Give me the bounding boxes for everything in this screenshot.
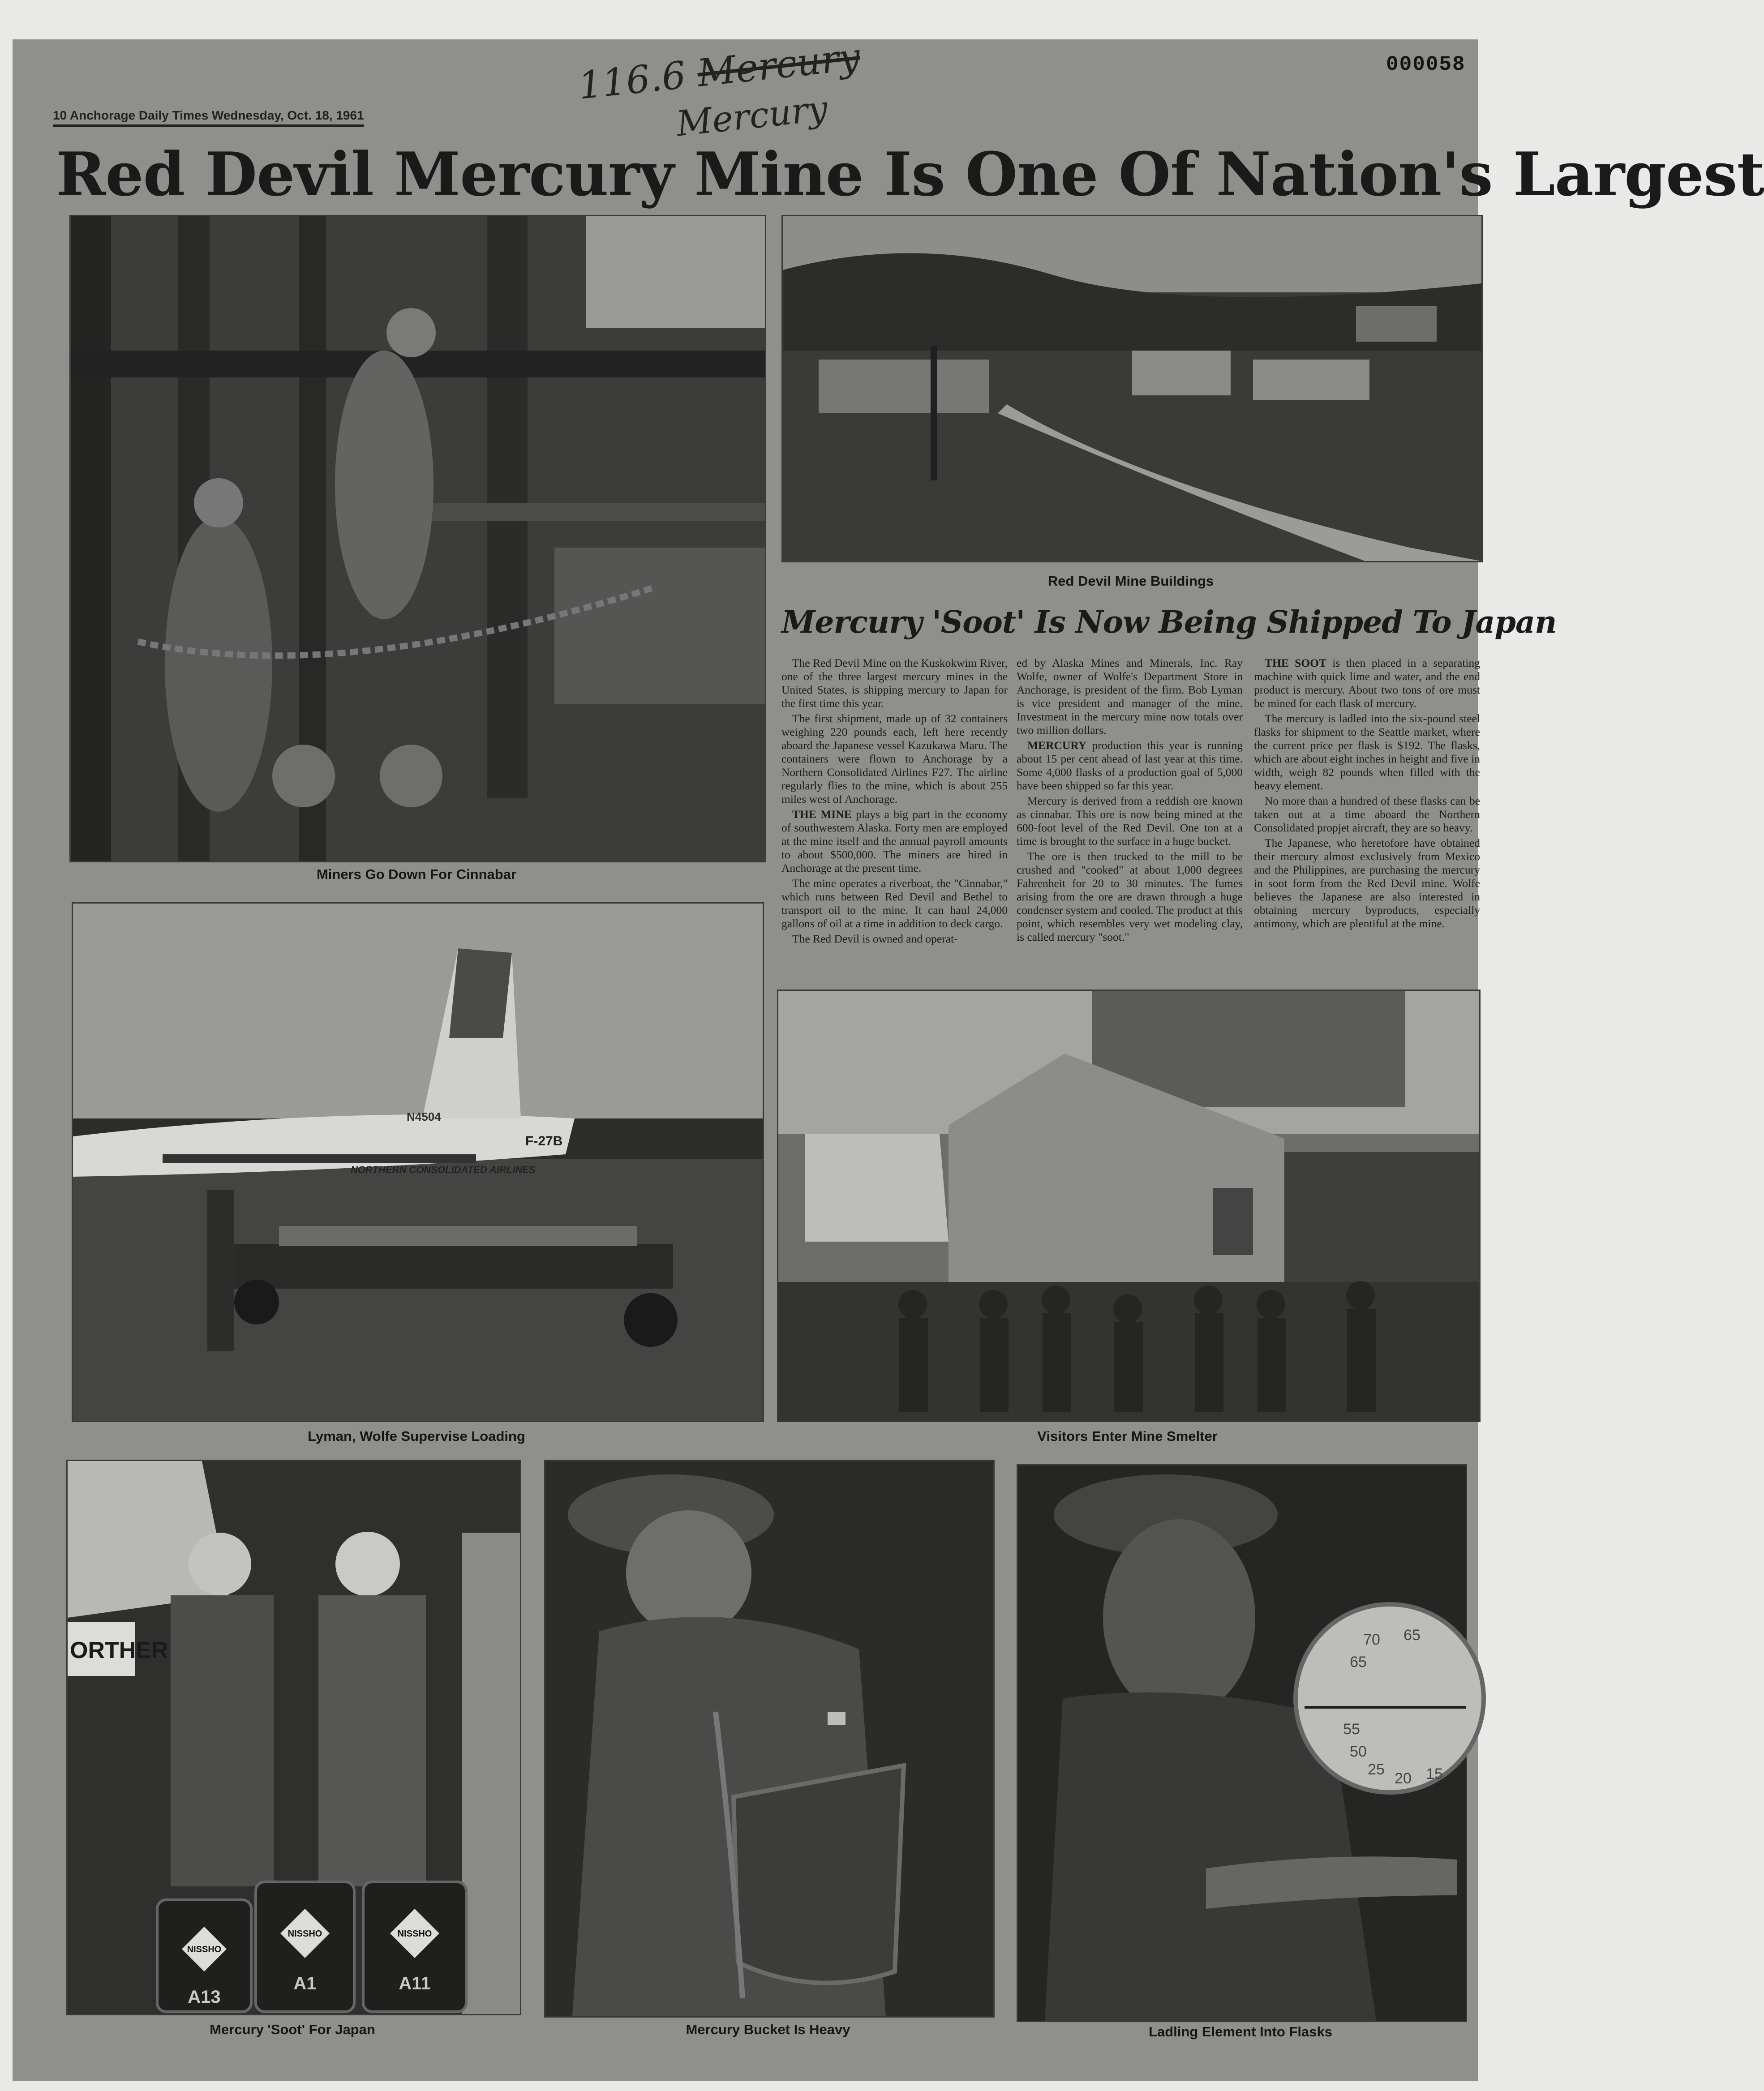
article-paragraph: The Red Devil Mine on the Kuskokwim River, one of the three largest mercury mines in the United States, is shipping mercury to Japan for the first time this year. [781,656,1008,710]
article-paragraph: The mine operates a riverboat, the "Cinnabar," which runs between Red Devil and Bethel to transport oil to the mine. It can haul 24,000 gallons of oil at a time in addition to deck cargo. [781,877,1008,930]
flask-brand-label: NISSHO [397,1929,432,1939]
handwritten-struck-word: Mercury [695,34,863,95]
archive-stamp-number: 000058 [1386,53,1466,76]
flask-code: A13 [188,1987,221,2007]
scale-dial-number: 25 [1368,1761,1385,1778]
article-subheadline: Mercury 'Soot' Is Now Being Shipped To Japan [781,604,1557,640]
handwritten-number: 116.6 [576,53,688,108]
article-paragraph: The Japanese, who heretofore have obtained their mercury almost exclusively from Mexico and the Philippines, are purchasing the mercury in soot form from the Red Devil mine. Wolfe believes the Japanese are also interested in obtaining mercury byproducts, especially antimony, which are plentiful at the mine. [1254,836,1480,930]
flask-code: A11 [399,1974,431,1993]
flask-brand-label: NISSHO [288,1929,322,1939]
photo-mine-buildings [781,215,1483,562]
caption-soot: Mercury 'Soot' For Japan [210,2022,375,2037]
flask-brand-label: NISSHO [187,1945,222,1954]
caption-loading: Lyman, Wolfe Supervise Loading [308,1428,525,1444]
article-paragraph: No more than a hundred of these flasks can be taken out at a time aboard the Northern Consolidated propjet aircraft, they are so heavy. [1254,794,1480,834]
photo-mercury-bucket [544,1460,995,2018]
article-paragraph: THE MINE plays a big part in the economy of southwestern Alaska. Forty men are employed at the mine itself and the annual payroll amounts to about $500,000. The miners are hired in Anchorage at the present time. [781,808,1008,874]
scale-dial-number: 50 [1350,1743,1367,1760]
article-paragraph: The Red Devil is owned and operat- [792,932,958,945]
article-paragraph: THE SOOT is then placed in a separating machine with quick lime and water, and the end product is mercury. About two tons of ore must be mined for each flask of mercury. [1254,656,1480,710]
caption-bucket: Mercury Bucket Is Heavy [686,2022,850,2037]
flask-code: A1 [293,1974,317,1993]
scale-dial-number: 70 [1363,1631,1380,1648]
headline: Red Devil Mercury Mine Is One Of Nation's Largest [56,139,1764,210]
caption-smelter: Visitors Enter Mine Smelter [1037,1428,1218,1444]
article-column-3 [1254,656,1480,932]
plane-model-label: F-27B [525,1134,563,1148]
scale-dial-number: 15 [1426,1765,1443,1782]
photo-mine-smelter [777,990,1481,1422]
scale-dial-number: 20 [1395,1770,1412,1787]
caption-buildings: Red Devil Mine Buildings [1047,573,1214,589]
photo-plane-loading [72,902,764,1422]
photo-miners-cinnabar [69,215,766,862]
handwritten-note-2: Mercury [674,88,830,145]
article-paragraph: The ore is then trucked to the mill to be crushed and "cooked" at about 1,000 degrees Fahrenheit for 20 to 30 minutes. The fumes arising from the ore are drawn through a huge condenser system and cooled. The product at this point, which resembles very wet modeling clay, is called mercury "soot." [1017,850,1243,943]
article-paragraph: MERCURY production this year is running about 15 per cent ahead of last year at this time. Some 4,000 flasks of a production goal of 5,000 have been shipped so far this year. [1017,739,1243,792]
scale-dial-number: 65 [1350,1654,1367,1671]
plane-sign-text: ORTHER [70,1637,168,1663]
article-paragraph: The mercury is ladled into the six-pound steel flasks for shipment to the Seattle market, where the current price per flask is $192. The flasks, which are about eight inches in height and five in width, weigh 82 pounds when filled with the heavy element. [1254,712,1480,792]
article-paragraph: The first shipment, made up of 32 containers weighing 220 pounds each, left here recently aboard the Japanese vessel Kazukawa Maru. The containers were flown to Anchorage by a Northern Consolidated Airlines F27. The airline regularly flies to the mine, which is about 255 miles west of Anchorage. [781,712,1008,806]
caption-ladling: Ladling Element Into Flasks [1149,2024,1332,2040]
article-column-2 [1017,656,1243,946]
scale-dial-number: 65 [1403,1627,1421,1644]
article-column-1 [781,656,1008,947]
photo-ladling-element [1017,1464,1467,2022]
article-paragraph: Mercury is derived from a reddish ore known as cinnabar. This ore is now being mined at the 600-foot level of the Red Devil. One ton at a time is brought to the surface in a huge bucket. [1017,794,1243,848]
plane-tail-number: N4504 [407,1110,441,1123]
article-paragraph: ed by Alaska Mines and Minerals, Inc. Ray Wolfe, owner of Wolfe's Department Store in Anchorage, is president of the firm. Bob Lyman is vice president and manager of the mine. Investment in the mercury mine now totals over two million dollars. [1017,656,1243,737]
caption-miners: Miners Go Down For Cinnabar [316,866,517,882]
scale-dial-number: 55 [1343,1721,1360,1738]
airline-name-on-plane: NORTHERN CONSOLIDATED AIRLINES [351,1164,536,1175]
photo-soot-for-japan [66,1460,521,2015]
dateline: 10 Anchorage Daily Times Wednesday, Oct. 18, 1961 [53,108,364,127]
